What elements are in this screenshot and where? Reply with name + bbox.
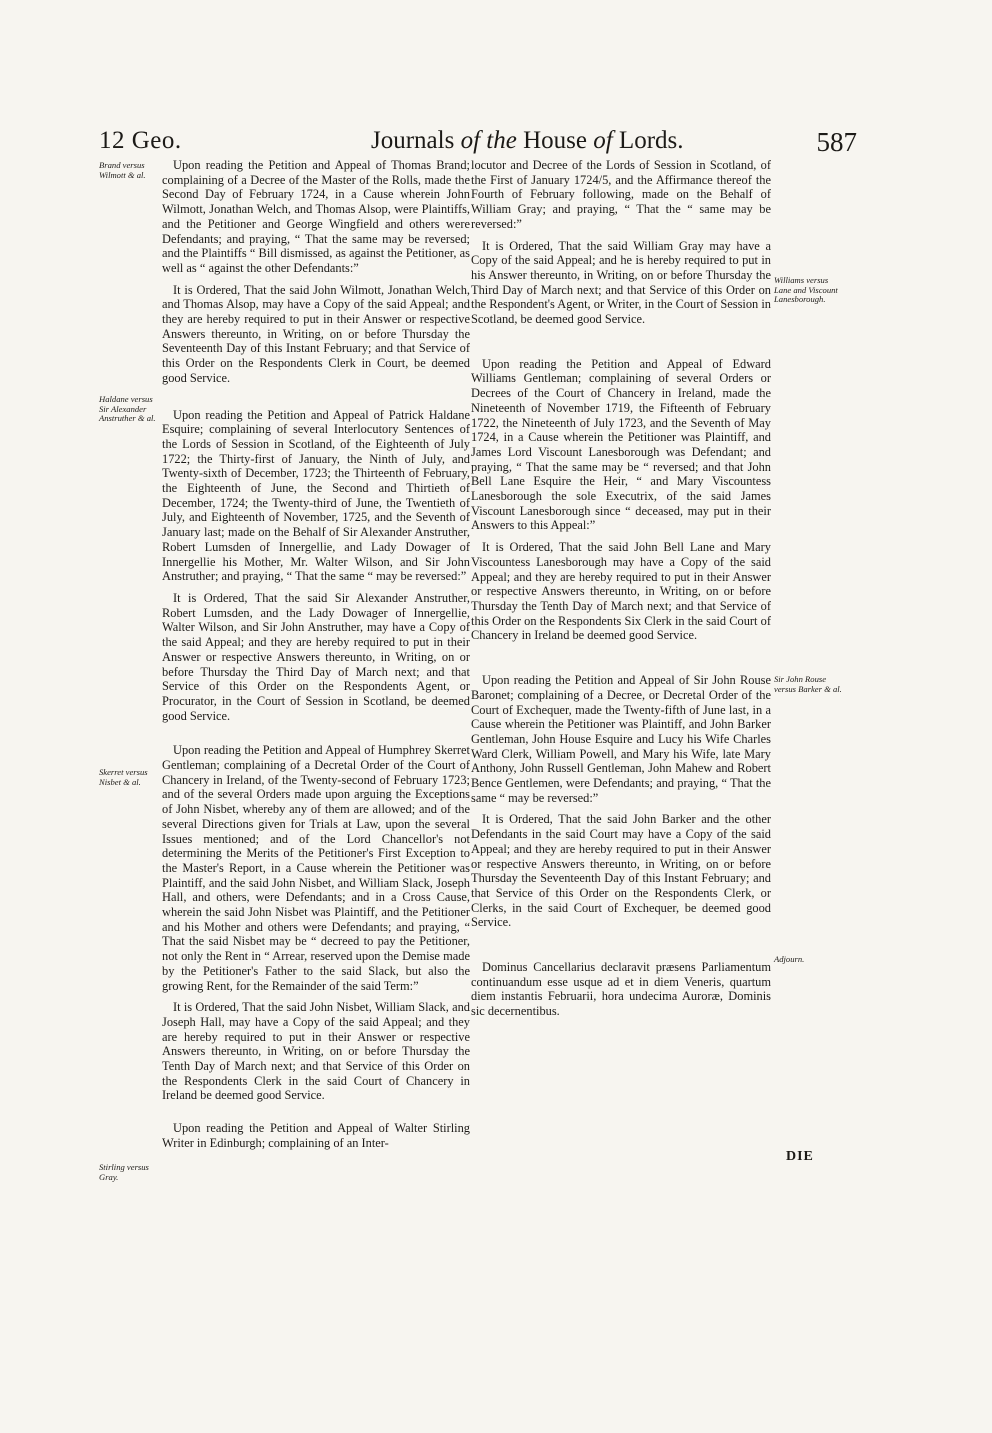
adjournment-text: Dominus Cancellarius declaravit præsens Parliamentum continuandum esse usque ad et in diem Veneris, quartum diem instantis Februarii, hora undecima Auroræ, Dominis sic decernentibus. bbox=[471, 960, 771, 1019]
order-text: It is Ordered, That the said John Wilmott, Jonathan Welch, and Thomas Alsop, may have a Copy of the said Appeal; and they are hereby required to put in their Answer or respective Answers thereunto, in Writing, on or before Thursday the Seventeenth Day of this Instant February; and that Service of this Order on the Respondents Clerk in Court, be deemed good Service. bbox=[162, 282, 470, 385]
title-part: House bbox=[516, 127, 594, 154]
margin-note-skerret: Skerret versus Nisbet & al. bbox=[99, 767, 148, 787]
margin-note-williams: Williams versus Lane and Viscount Lanesborough. bbox=[774, 275, 838, 305]
margin-note-rouse: Sir John Rouse versus Barker & al. bbox=[774, 674, 842, 694]
right-column bbox=[471, 158, 771, 1033]
margin-note-brand: Brand versus Wilmott & al. bbox=[99, 160, 146, 180]
petition-text: Upon reading the Petition and Appeal of Humphrey Skerret Gentleman; complaining of a Decretal Order of the Court of Chancery in Ireland, of the Twenty-second of February 1723; and of the several Orders made upon arguing the Exceptions of John Nisbet, whereby any of them are allowed; and of the several Directions given for Trials at Law, upon the several Issues mentioned; and of the Lord Chancellor's not determining the Merits of the Petitioner's First Exception to the Master's Report, in a Cause wherein the Petitioner was Plaintiff, and the said John Nisbet, and William Slack, Joseph Hall, and others, were Defendants; and in a Cross Cause, wherein the said John Nisbet was Plaintiff, and the Petitioner and his Mother and others were Defendants; and praying, “ That the said Nisbet may be “ decreed to pay the Petitioner, not only the Rent in “ Arrear, reserved upon the Demise made by the Petitioner's Father to the said Slack, but also the growing Rent, for the Remainder of the said Term:” bbox=[162, 743, 470, 993]
order-text: It is Ordered, That the said John Bell Lane and Mary Viscountess Lanesborough may have a Copy of the said Appeal; and they are hereby required to put in their Answer or respective Answers thereunto, in Writing, on or before Thursday the Tenth Day of March next; and that Service of this Order on the Respondents Six Clerk in the said Court of Chancery in Ireland be deemed good Service. bbox=[471, 540, 771, 643]
petition-text: Upon reading the Petition and Appeal of Walter Stirling Writer in Edinburgh; complaining of an Inter- bbox=[162, 1121, 470, 1150]
left-column bbox=[162, 158, 470, 1165]
entry-brand bbox=[162, 158, 470, 386]
entry-stirling bbox=[162, 1121, 470, 1150]
petition-text: locutor and Decree of the Lords of Session in Scotland, of the First of January 1724/5, and the Affirmance thereof the Fourth of February following, made on the Behalf of William Gray; and praying, “ That the “ same may be reversed:” bbox=[471, 158, 771, 231]
entry-haldane bbox=[162, 408, 470, 724]
title-part: Lords. bbox=[612, 127, 684, 154]
petition-text: Upon reading the Petition and Appeal of Edward Williams Gentleman; complaining of several Orders or Decrees of the Court of Chancery in Ireland, made the Nineteenth of November 1719, the Fifteenth of February 1722, the Nineteenth of July 1723, and the Seventh of May 1724, in a Cause wherein the Petitioner was Plaintiff, and James Lord Viscount Lanesborough was Defendant; and praying, “ That the same may be “ reversed; and that John Bell Lane Esquire the Heir, “ and Mary Viscountess Lanesborough the sole Executrix, of the said James Viscount Lanesborough since “ deceased, may put in their Answers to this Appeal:” bbox=[471, 356, 771, 533]
order-text: It is Ordered, That the said Sir Alexander Anstruther, Robert Lumsden, and the Lady Dowager of Innergellie, Walter Wilson, and Sir John Anstruther, may have a Copy of the said Appeal; and they are hereby required to put in their Answer or respective Answers thereunto, in Writing, on or before Thursday the Third Day of March next; and that Service of this Order on the Respondents Agent, or Procurator, in the Court of Session in Scotland, be deemed good Service. bbox=[162, 590, 470, 723]
margin-note-stirling: Stirling versus Gray. bbox=[99, 1162, 149, 1182]
entry-stirling-continued bbox=[471, 158, 771, 327]
order-text: It is Ordered, That the said John Barker and the other Defendants in the said Court may have a Copy of the said Appeal; and they are hereby required to put in their Answer or respective Answers thereunto, in Writing, on or before Thursday the Seventeenth Day of this Instant February; and that Service of this Order on the Respondents Clerk, or Clerks, in the said Court of Exchequer, be deemed good Service. bbox=[471, 812, 771, 930]
regnal-year: 12 Geo. bbox=[99, 127, 182, 154]
title-part: of bbox=[593, 127, 613, 154]
entry-williams bbox=[471, 357, 771, 643]
petition-text: Upon reading the Petition and Appeal of Sir John Rouse Baronet; complaining of a Decree, or Decretal Order of the Court of Exchequer, made the Twenty-fifth of June last, in a Cause wherein the Petitioner was Plaintiff, and John Barker Gentleman, John House Esquire and Lucy his Wife Charles Ward Clerk, William Powell, and Mary his Wife, late Mary Anthony, John Russell Gentleman, John Mahew and Robert Bence Gentlemen, were Defendants; and praying, “ That the same “ may be reversed:” bbox=[471, 673, 771, 805]
title-part: Journals bbox=[371, 127, 461, 154]
entry-adjournment bbox=[471, 960, 771, 1019]
page-number: 587 bbox=[816, 127, 857, 157]
entry-rouse bbox=[471, 673, 771, 930]
order-text: It is Ordered, That the said William Gray may have a Copy of the said Appeal; and he is hereby required to put in his Answer thereunto, in Writing, on or before Thursday the Third Day of March next; and that Service of this Order on the Respondent's Agent, or Writer, in the Court of Session in Scotland, be deemed good Service. bbox=[471, 238, 771, 327]
margin-note-haldane: Haldane versus Sir Alexander Anstruther & al. bbox=[99, 394, 156, 424]
margin-note-adjourn: Adjourn. bbox=[774, 954, 805, 964]
title-part: of the bbox=[460, 127, 517, 154]
petition-text: Upon reading the Petition and Appeal of Thomas Brand; complaining of a Decree of the Master of the Rolls, made the Second Day of February 1724, in a Cause wherein John Wilmott, Jonathan Welch, and Thomas Alsop, were Plaintiffs, and the Petitioner and George Wingfield and others were Defendants; and praying, “ That the same may be reversed; and the Plaintiffs “ Bill dismissed, as against the Petitioner, as well as “ against the other Defendants:” bbox=[162, 158, 470, 275]
catchword: DIE bbox=[786, 1149, 814, 1164]
entry-skerret bbox=[162, 743, 470, 1103]
running-title bbox=[371, 127, 684, 155]
petition-text: Upon reading the Petition and Appeal of Patrick Haldane Esquire; complaining of several Interlocutory Sentences of the Lords of Session in Scotland, of the Eighteenth of July 1722; the Thirty-first of January, the Ninth of July, and Twenty-sixth of December, 1723; the Thirteenth of February, the Eighteenth of June, the Second and Thirtieth of December, 1724; the Twenty-third of June, the Twentieth of July, and Eighteenth of November, 1725, and the Seventh of January last; made on the Behalf of Sir Alexander Anstruther, Robert Lumsden of Innergellie, and Lady Dowager of Innergellie his Mother, Mr. Walter Wilson, and Sir John Anstruther; and praying, “ That the same “ may be reversed:” bbox=[162, 407, 470, 584]
order-text: It is Ordered, That the said John Nisbet, William Slack, and Joseph Hall, may have a Copy of the said Appeal; and they are hereby required to put in their Answer or respective Answers thereunto, in Writing, on or before Thursday the Tenth Day of March next; and that Service of this Order on the Respondents Clerk in the said Court of Chancery in Ireland be deemed good Service. bbox=[162, 1000, 470, 1103]
